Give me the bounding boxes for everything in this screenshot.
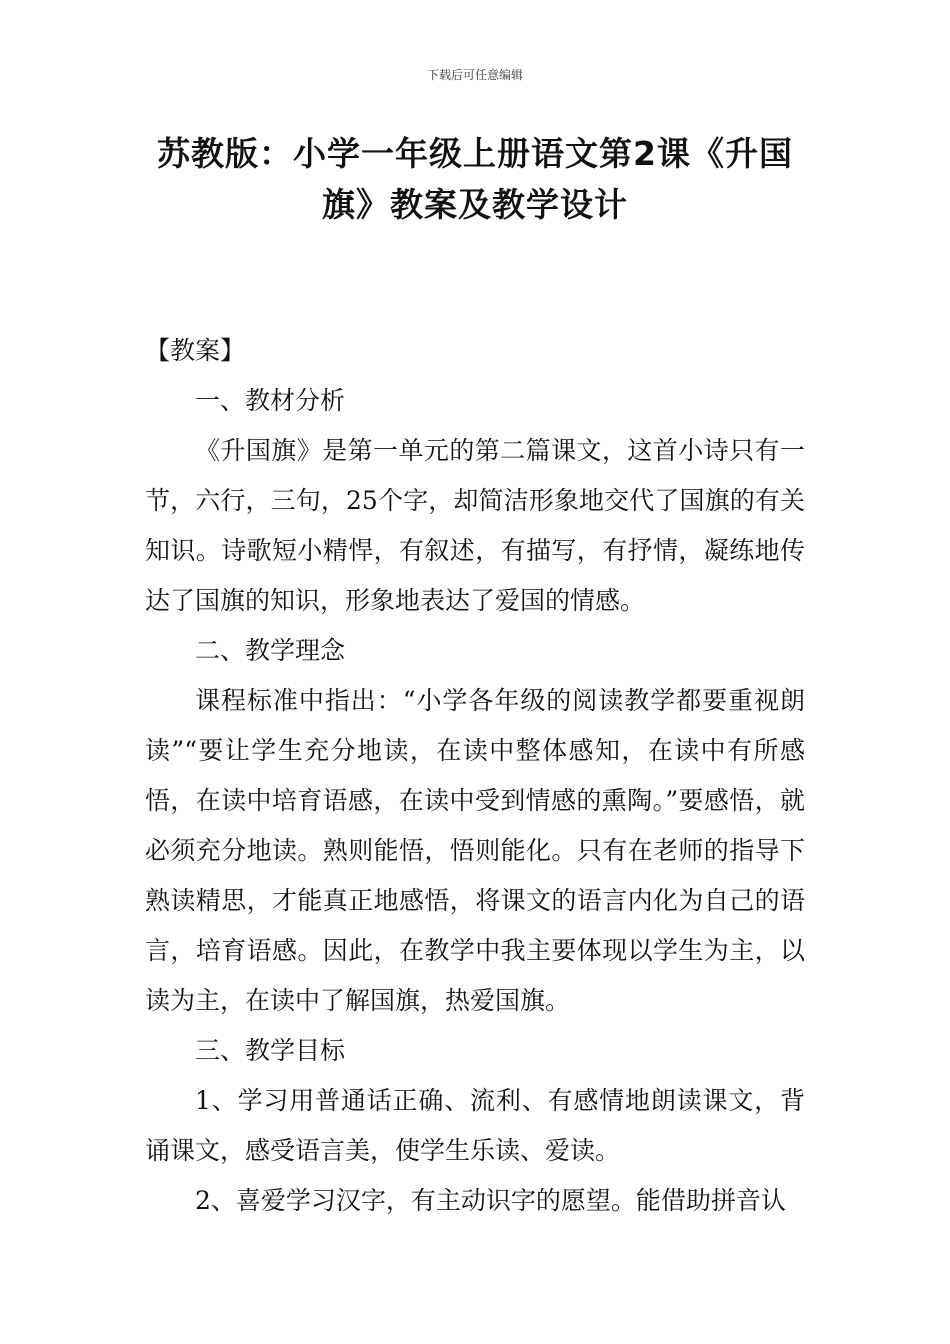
- document-body: [145, 326, 805, 1226]
- section-heading: 三、教学目标: [195, 1036, 346, 1065]
- document-title: 苏教版：小学一年级上册语文第2课《升国旗》教案及教学设计: [157, 134, 793, 224]
- section-teaching-goals: [145, 1026, 805, 1226]
- section-teaching-philosophy: [145, 626, 805, 1026]
- section-heading: 二、教学理念: [195, 636, 346, 665]
- paragraph: 2、喜爱学习汉字，有主动识字的愿望。能借助拼音认: [195, 1186, 786, 1215]
- paragraph: 《升国旗》是第一单元的第二篇课文，这首小诗只有一节，六行，三句，25个字，却简洁形象地交代了国旗的有关知识。诗歌短小精悍，有叙述，有描写，有抒情，凝练地传达了国旗的知识，形象地表达了爱国的情感。: [145, 436, 805, 615]
- paragraph: 1、学习用普通话正确、流利、有感情地朗读课文，背诵课文，感受语言美，使学生乐读、爱读。: [145, 1086, 805, 1165]
- section-label: 【教案】: [145, 336, 246, 365]
- section-heading: 一、教材分析: [195, 386, 346, 415]
- page-header-note: 下载后可任意编辑: [426, 68, 523, 82]
- section-materials-analysis: [145, 376, 805, 626]
- paragraph: 课程标准中指出：“小学各年级的阅读教学都要重视朗读”“要让学生充分地读，在读中整体感知，在读中有所感悟，在读中培育语感，在读中受到情感的熏陶。”要感悟，就必须充分地读。熟则能悟，悟则能化。只有在老师的指导下熟读精思，才能真正地感悟，将课文的语言内化为自己的语言，培育语感。因此，在教学中我主要体现以学生为主，以读为主，在读中了解国旗，热爱国旗。: [145, 686, 805, 1015]
